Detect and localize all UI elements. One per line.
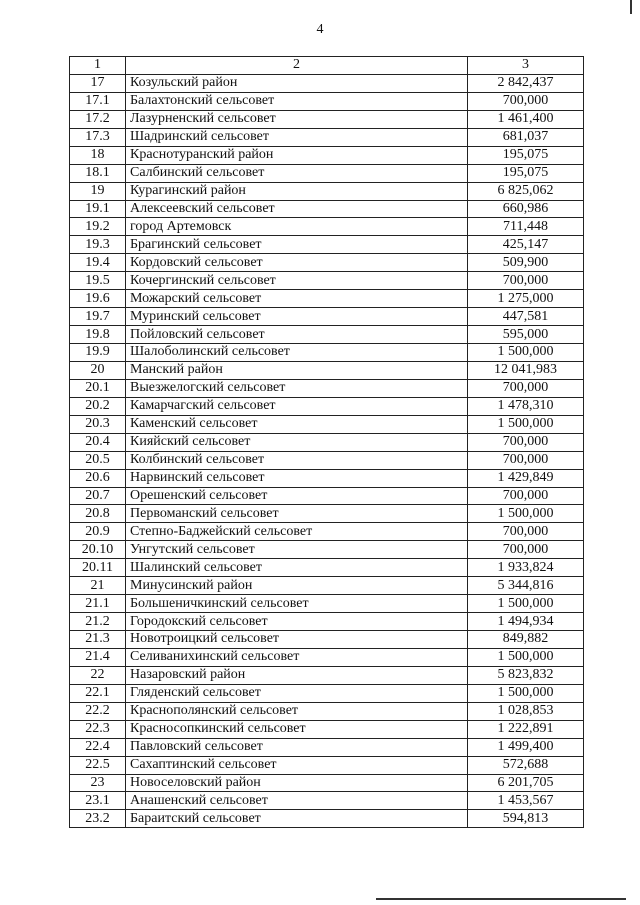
table-row <box>70 361 584 379</box>
table-row <box>70 577 584 595</box>
row-amount: 700,000 <box>468 433 584 451</box>
row-amount: 1 933,824 <box>468 559 584 577</box>
row-number: 22.4 <box>70 738 126 756</box>
scan-artifact-bottom <box>376 898 626 900</box>
row-name: Краснотуранский район <box>126 146 468 164</box>
row-number: 21.2 <box>70 613 126 631</box>
row-amount: 1 500,000 <box>468 344 584 362</box>
row-number: 20.6 <box>70 469 126 487</box>
row-name: Степно-Баджейский сельсовет <box>126 523 468 541</box>
table-row <box>70 110 584 128</box>
row-number: 19.6 <box>70 290 126 308</box>
table-row <box>70 308 584 326</box>
row-number: 19 <box>70 182 126 200</box>
row-number: 22.5 <box>70 756 126 774</box>
row-amount: 700,000 <box>468 379 584 397</box>
row-number: 20.9 <box>70 523 126 541</box>
row-number: 20.11 <box>70 559 126 577</box>
row-name: Минусинский район <box>126 577 468 595</box>
table-row <box>70 469 584 487</box>
row-number: 23.1 <box>70 792 126 810</box>
row-amount: 1 453,567 <box>468 792 584 810</box>
table-row <box>70 666 584 684</box>
table-row <box>70 505 584 523</box>
row-amount: 2 842,437 <box>468 74 584 92</box>
table-row <box>70 254 584 272</box>
table-row <box>70 756 584 774</box>
row-name: Шалоболинский сельсовет <box>126 344 468 362</box>
table-row <box>70 559 584 577</box>
row-amount: 700,000 <box>468 451 584 469</box>
row-amount: 700,000 <box>468 541 584 559</box>
table-row <box>70 738 584 756</box>
row-amount: 1 500,000 <box>468 684 584 702</box>
row-number: 21.3 <box>70 631 126 649</box>
row-number: 22 <box>70 666 126 684</box>
table-header-row <box>70 57 584 75</box>
table-row <box>70 290 584 308</box>
row-name: Новоселовский район <box>126 774 468 792</box>
row-number: 18 <box>70 146 126 164</box>
row-number: 19.2 <box>70 218 126 236</box>
header-col-1: 1 <box>70 57 126 75</box>
row-name: Городокский сельсовет <box>126 613 468 631</box>
table-row <box>70 344 584 362</box>
scan-artifact-top <box>630 0 632 14</box>
table-row <box>70 631 584 649</box>
row-name: Краснополянский сельсовет <box>126 702 468 720</box>
row-name: Назаровский район <box>126 666 468 684</box>
row-name: Каменский сельсовет <box>126 415 468 433</box>
allocation-table <box>69 56 584 828</box>
row-amount: 6 201,705 <box>468 774 584 792</box>
table-row <box>70 379 584 397</box>
table-row <box>70 613 584 631</box>
row-amount: 425,147 <box>468 236 584 254</box>
row-name: Нарвинский сельсовет <box>126 469 468 487</box>
header-col-2: 2 <box>126 57 468 75</box>
row-name: Кочергинский сельсовет <box>126 272 468 290</box>
table-row <box>70 702 584 720</box>
row-name: Алексеевский сельсовет <box>126 200 468 218</box>
row-number: 18.1 <box>70 164 126 182</box>
row-number: 19.9 <box>70 344 126 362</box>
row-name: Селиванихинский сельсовет <box>126 648 468 666</box>
row-amount: 5 823,832 <box>468 666 584 684</box>
page-number: 4 <box>316 22 324 37</box>
row-name: Кияйский сельсовет <box>126 433 468 451</box>
table-row <box>70 218 584 236</box>
row-name: Новотроицкий сельсовет <box>126 631 468 649</box>
row-name: Выезжелогский сельсовет <box>126 379 468 397</box>
row-name: Большеничкинский сельсовет <box>126 595 468 613</box>
row-number: 20.5 <box>70 451 126 469</box>
table-row <box>70 415 584 433</box>
row-name: Орешенский сельсовет <box>126 487 468 505</box>
row-name: Первоманский сельсовет <box>126 505 468 523</box>
table-row <box>70 792 584 810</box>
row-amount: 5 344,816 <box>468 577 584 595</box>
row-number: 21.1 <box>70 595 126 613</box>
row-name: Шадринский сельсовет <box>126 128 468 146</box>
row-number: 20.4 <box>70 433 126 451</box>
row-amount: 1 494,934 <box>468 613 584 631</box>
row-amount: 6 825,062 <box>468 182 584 200</box>
table-row <box>70 182 584 200</box>
table-row <box>70 451 584 469</box>
row-number: 22.2 <box>70 702 126 720</box>
row-amount: 681,037 <box>468 128 584 146</box>
row-amount: 195,075 <box>468 146 584 164</box>
row-name: Камарчагский сельсовет <box>126 397 468 415</box>
row-amount: 509,900 <box>468 254 584 272</box>
row-number: 20.10 <box>70 541 126 559</box>
row-amount: 1 500,000 <box>468 648 584 666</box>
table-row <box>70 720 584 738</box>
table-row <box>70 595 584 613</box>
row-name: Павловский сельсовет <box>126 738 468 756</box>
row-name: Шалинский сельсовет <box>126 559 468 577</box>
row-number: 22.3 <box>70 720 126 738</box>
row-name: Гляденский сельсовет <box>126 684 468 702</box>
table-row <box>70 684 584 702</box>
row-amount: 12 041,983 <box>468 361 584 379</box>
row-number: 19.4 <box>70 254 126 272</box>
row-number: 17.3 <box>70 128 126 146</box>
row-number: 19.1 <box>70 200 126 218</box>
row-name: Кордовский сельсовет <box>126 254 468 272</box>
row-number: 22.1 <box>70 684 126 702</box>
row-amount: 1 222,891 <box>468 720 584 738</box>
row-amount: 849,882 <box>468 631 584 649</box>
table-row <box>70 236 584 254</box>
row-number: 17 <box>70 74 126 92</box>
row-name: Пойловский сельсовет <box>126 326 468 344</box>
row-name: Салбинский сельсовет <box>126 164 468 182</box>
row-amount: 700,000 <box>468 523 584 541</box>
table-row <box>70 433 584 451</box>
row-name: Колбинский сельсовет <box>126 451 468 469</box>
table-row <box>70 523 584 541</box>
table-row <box>70 648 584 666</box>
row-amount: 700,000 <box>468 92 584 110</box>
table-row <box>70 272 584 290</box>
row-amount: 594,813 <box>468 810 584 828</box>
row-amount: 711,448 <box>468 218 584 236</box>
row-amount: 447,581 <box>468 308 584 326</box>
row-number: 19.8 <box>70 326 126 344</box>
table-row <box>70 200 584 218</box>
header-col-3: 3 <box>468 57 584 75</box>
table-row <box>70 541 584 559</box>
row-number: 20.1 <box>70 379 126 397</box>
table-row <box>70 810 584 828</box>
row-name: Манский район <box>126 361 468 379</box>
row-name: Анашенский сельсовет <box>126 792 468 810</box>
table-row <box>70 74 584 92</box>
row-number: 20.2 <box>70 397 126 415</box>
row-amount: 1 028,853 <box>468 702 584 720</box>
row-number: 20.8 <box>70 505 126 523</box>
row-number: 19.3 <box>70 236 126 254</box>
row-number: 20.7 <box>70 487 126 505</box>
row-amount: 660,986 <box>468 200 584 218</box>
row-amount: 1 500,000 <box>468 505 584 523</box>
row-number: 23 <box>70 774 126 792</box>
row-amount: 1 461,400 <box>468 110 584 128</box>
row-name: Лазурненский сельсовет <box>126 110 468 128</box>
row-name: Сахаптинский сельсовет <box>126 756 468 774</box>
row-number: 20 <box>70 361 126 379</box>
row-name: Курагинский район <box>126 182 468 200</box>
row-amount: 595,000 <box>468 326 584 344</box>
row-name: Балахтонский сельсовет <box>126 92 468 110</box>
row-amount: 1 478,310 <box>468 397 584 415</box>
row-amount: 1 429,849 <box>468 469 584 487</box>
row-name: Брагинский сельсовет <box>126 236 468 254</box>
row-name: Можарский сельсовет <box>126 290 468 308</box>
table-row <box>70 128 584 146</box>
row-name: Муринский сельсовет <box>126 308 468 326</box>
row-name: Красносопкинский сельсовет <box>126 720 468 738</box>
table-row <box>70 164 584 182</box>
row-amount: 700,000 <box>468 487 584 505</box>
table-row <box>70 487 584 505</box>
row-amount: 700,000 <box>468 272 584 290</box>
row-amount: 1 500,000 <box>468 415 584 433</box>
row-name: город Артемовск <box>126 218 468 236</box>
table-row <box>70 326 584 344</box>
row-number: 21.4 <box>70 648 126 666</box>
row-number: 17.1 <box>70 92 126 110</box>
row-name: Бараитский сельсовет <box>126 810 468 828</box>
row-number: 19.7 <box>70 308 126 326</box>
row-number: 20.3 <box>70 415 126 433</box>
row-amount: 1 500,000 <box>468 595 584 613</box>
table-row <box>70 774 584 792</box>
row-name: Унгутский сельсовет <box>126 541 468 559</box>
row-amount: 1 499,400 <box>468 738 584 756</box>
table-row <box>70 146 584 164</box>
table-row <box>70 397 584 415</box>
row-amount: 1 275,000 <box>468 290 584 308</box>
table-row <box>70 92 584 110</box>
row-number: 23.2 <box>70 810 126 828</box>
row-number: 19.5 <box>70 272 126 290</box>
row-amount: 572,688 <box>468 756 584 774</box>
row-number: 21 <box>70 577 126 595</box>
row-amount: 195,075 <box>468 164 584 182</box>
row-name: Козульский район <box>126 74 468 92</box>
row-number: 17.2 <box>70 110 126 128</box>
